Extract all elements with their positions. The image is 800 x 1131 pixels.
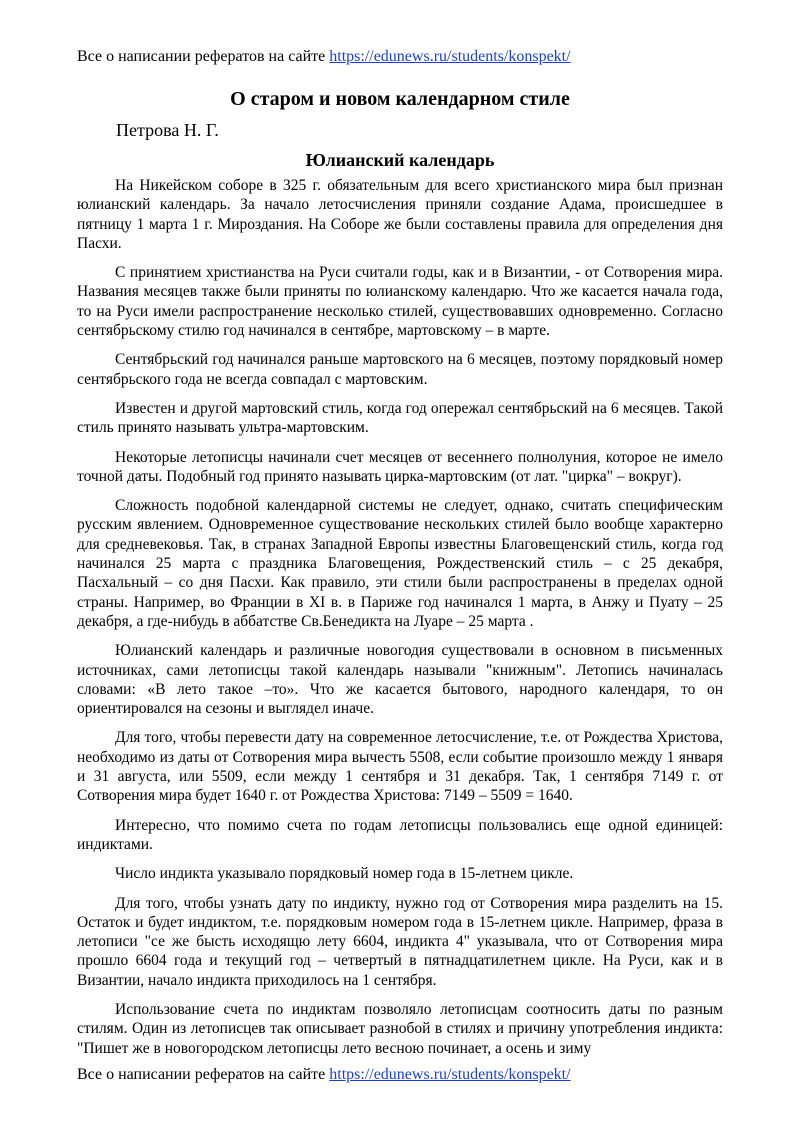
page-header (77, 48, 727, 66)
paragraph: Юлианский календарь и различные новогодия существовали в основном в письменных источниках, сами летописцы такой календарь называли "книжным". Летопись начиналась словами: «В лето такое –то». Что же касается бытового, народного календаря, то он ориентировался на сезоны и выглядел иначе. (77, 642, 723, 718)
paragraph: Сентябрьский год начинался раньше мартовского на 6 месяцев, поэтому порядковый номер сентябрьского года не всегда совпадал с мартовским. (77, 351, 723, 388)
paragraph: Для того, чтобы узнать дату по индикту, нужно год от Сотворения мира разделить на 15. Остаток и будет индиктом, т.е. порядковым номером года в 15-летнем цикле. Например, фраза в летописи "се же бысть исходящю лету 6604, индикта 4" указывала, что от Сотворения мира прошло 6604 года и текущий год – четвертый в пятнадцатилетнем цикле. На Руси, как и в Византии, начало индикта приходилось на 1 сентября. (77, 894, 723, 989)
paragraph: Число индикта указывало порядковый номер года в 15-летнем цикле. (115, 865, 574, 883)
header-prefix-text: Все о написании рефератов на сайте (77, 48, 326, 65)
author-name: Петрова Н. Г. (116, 120, 219, 140)
paragraph: Использование счета по индиктам позволяло летописцам соотносить даты по разным стилям. Один из летописцев так описывает разнобой в стилях и причину употребления индикта: "Пишет же в новогородском летописцы лето весною починает, а осень и зиму (77, 1000, 723, 1057)
footer-prefix-text: Все о написании рефератов на сайте (77, 1066, 326, 1083)
document-title: О старом и новом календарном стиле (230, 88, 570, 110)
paragraph: На Никейском соборе в 325 г. обязательным для всего христианского мира был признан юлианский календарь. За начало летосчисления приняли создание Адама, происшедшее в пятницу 1 марта 1 г. Мироздания. На Соборе же были составлены правила для определения дня Пасхи. (77, 177, 723, 252)
paragraph: Известен и другой мартовский стиль, когда год опережал сентябрьский на 6 месяцев. Такой стиль принято называть ультра-мартовским. (77, 399, 723, 437)
footer-link[interactable]: https://edunews.ru/students/konspekt/ (329, 1066, 571, 1083)
paragraph: Сложность подобной календарной системы не следует, однако, считать специфическим русским явлением. Одновременное существование нескольких стилей было вообще характерно для средневековья. Так, в странах Западной Европы известны Благовещенский стиль, когда год начинался 25 марта с праздника Благовещения, Рождественский стиль – с 25 декабря, Пасхальный – со дня Пасхи. Как правило, эти стили были распространены в пределах одной страны. Например, во Франции в XI в. в Париже год начинался 1 марта, в Анжу и Пуату – 25 декабря, а где-нибудь в аббатстве Св.Бенедикта на Луаре – 25 марта . (77, 497, 723, 630)
paragraph: Интересно, что помимо счета по годам летописцы пользовались еще одной единицей: индиктами. (77, 816, 723, 853)
paragraph: Для того, чтобы перевести дату на современное летосчисление, т.е. от Рождества Христова, необходимо из даты от Сотворения мира вычесть 5508, если событие произошло между 1 января и 31 августа, или 5509, если между 1 сентября и 31 декабря. Так, 1 сентября 7149 г. от Сотворения мира будет 1640 г. от Рождества Христова: 7149 – 5509 = 1640. (77, 729, 723, 805)
section-title: Юлианский календарь (305, 150, 495, 170)
page-footer (77, 1066, 727, 1084)
header-link[interactable]: https://edunews.ru/students/konspekt/ (329, 48, 571, 65)
paragraph: Некоторые летописцы начинали счет месяцев от весеннего полнолуния, которое не имело точной даты. Подобный год принято называть цирка-мартовским (от лат. "цирка" – вокруг). (77, 448, 723, 485)
paragraph: С принятием христианства на Руси считали годы, как и в Византии, - от Сотворения мира. Названия месяцев также были приняты по юлианскому календарю. Что же касается начала года, то на Руси имели распространение несколько стилей, существовавших одновременно. Согласно сентябрьскому стилю год начинался в сентябре, мартовскому – в марте. (77, 264, 723, 340)
document-body (77, 176, 723, 1058)
